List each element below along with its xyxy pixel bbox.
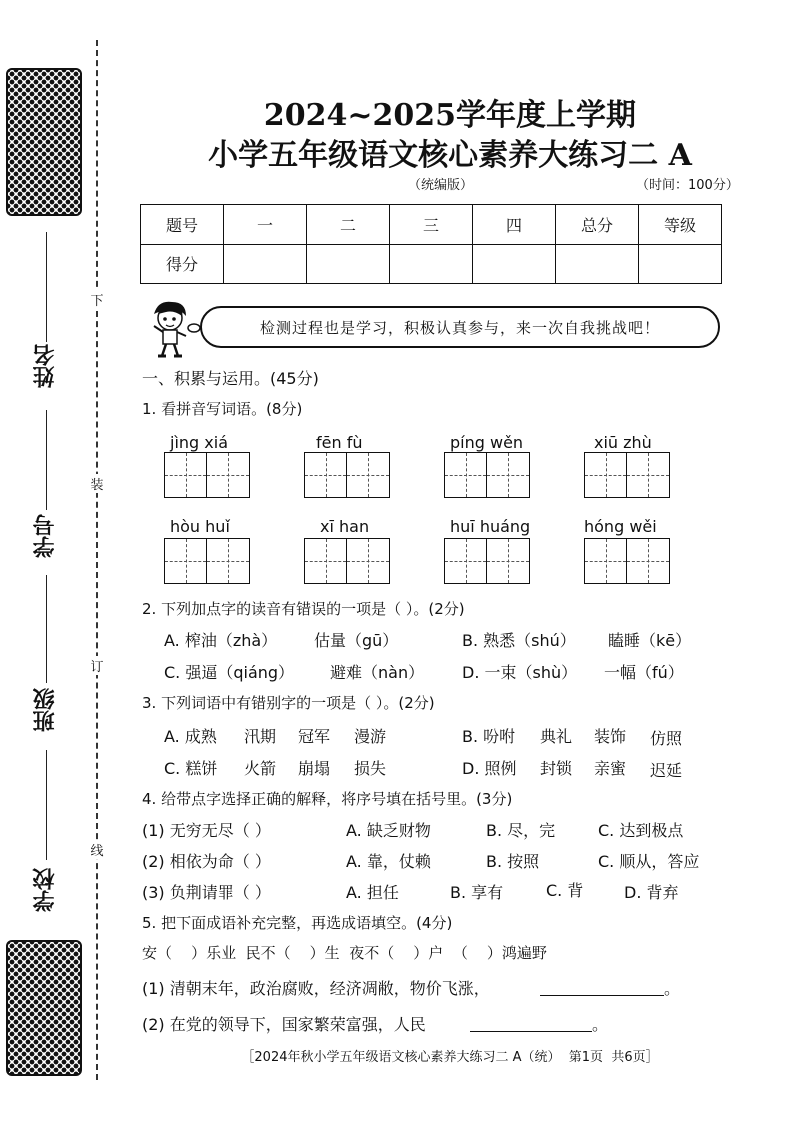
option-text: A. 榨油（zhà） (164, 631, 278, 650)
score-cell[interactable] (307, 244, 390, 284)
answer-blank-1[interactable] (540, 978, 664, 996)
writing-grid[interactable] (304, 538, 390, 584)
writing-grid[interactable] (444, 538, 530, 584)
score-row-label: 得分 (141, 244, 224, 284)
pinyin-label: jìng xiá (170, 433, 228, 452)
score-cell[interactable] (556, 244, 639, 284)
option-text: 崩塌 (298, 759, 331, 778)
option-text: B. 吩咐 (462, 727, 516, 746)
writing-grid[interactable] (444, 452, 530, 498)
score-header: 一 (224, 205, 307, 245)
option-text: A. 成熟 (164, 727, 217, 746)
option-text: B. 按照 (486, 852, 540, 871)
score-header: 二 (307, 205, 390, 245)
class-line (46, 575, 47, 683)
option-text: 亲蜜 (594, 759, 627, 778)
option-text: D. 一束（shù） (462, 663, 578, 682)
cut-line (96, 40, 98, 1080)
pinyin-label: fēn fù (316, 433, 363, 452)
option-text: A. 缺乏财物 (346, 821, 431, 840)
option-text: C. 强逼（qiáng） (164, 663, 295, 682)
score-cell[interactable] (390, 244, 473, 284)
option-text: 典礼 (540, 727, 573, 746)
option-text: D. 背弃 (624, 883, 679, 902)
score-table (140, 204, 722, 284)
option-text: 封锁 (540, 759, 573, 778)
writing-grid[interactable] (304, 452, 390, 498)
score-cell[interactable] (473, 244, 556, 284)
sentence-2: (2) 在党的领导下，国家繁荣富强，人民 (142, 1015, 426, 1034)
option-text: 冠军 (298, 727, 331, 746)
question-2-title: 2. 下列加点字的读音有错误的一项是（ ）。(2分) (142, 600, 465, 618)
option-text: A. 担任 (346, 883, 399, 902)
name-label: 姓名 (33, 344, 58, 388)
question-5-title: 5. 把下面成语补充完整，再选成语填空。(4分) (142, 914, 453, 932)
option-text: B. 享有 (450, 883, 504, 902)
score-header: 四 (473, 205, 556, 245)
cut-label-3: 订 (89, 656, 105, 675)
option-text: C. 背 (546, 881, 584, 900)
exam-title-line2: 小学五年级语文核心素养大练习二 A (208, 138, 692, 173)
class-label: 班级 (33, 688, 58, 732)
time-label: （时间：100分） (636, 178, 739, 193)
score-header: 题号 (141, 205, 224, 245)
id-line (46, 410, 47, 510)
section-title: 一、积累与运用。(45分) (142, 369, 319, 388)
question-1-title: 1. 看拼音写词语。(8分) (142, 400, 303, 418)
cut-label-4: 线 (89, 840, 105, 859)
option-text: A. 靠，仗赖 (346, 852, 431, 871)
writing-grid[interactable] (584, 538, 670, 584)
sentence-1: (1) 清朝末年，政治腐败，经济凋敝，物价飞涨， (142, 979, 490, 998)
option-text: 火箭 (244, 759, 277, 778)
idiom-blanks: 安（ ）乐业 民不（ ）生 夜不（ ）户 （ ）鸿遍野 (142, 944, 547, 962)
school-label: 学校 (33, 868, 58, 912)
score-header: 三 (390, 205, 473, 245)
pinyin-label: huī huáng (450, 517, 531, 536)
exam-title-line1: 2024~2025学年度上学期 (263, 98, 637, 133)
school-line (46, 750, 47, 860)
question-4-title: 4. 给带点字选择正确的解释，将序号填在括号里。(3分) (142, 790, 513, 808)
page-footer: ［2024年秋小学五年级语文核心素养大练习二 A（统） 第1页 共6页］ (241, 1050, 659, 1065)
option-text: B. 尽，完 (486, 821, 556, 840)
answer-blank-2[interactable] (470, 1014, 592, 1032)
writing-grid[interactable] (164, 452, 250, 498)
option-text: 损失 (354, 759, 387, 778)
option-text: B. 熟悉（shú） (462, 631, 576, 650)
option-text: D. 照例 (462, 759, 517, 778)
sentence-1-end: 。 (664, 979, 681, 998)
decorative-pattern-bottom (6, 940, 82, 1076)
score-cell[interactable] (639, 244, 722, 284)
option-text: (3) 负荆请罪（ ） (142, 883, 271, 902)
writing-grid[interactable] (584, 452, 670, 498)
score-header: 等级 (639, 205, 722, 245)
decorative-pattern-top (6, 68, 82, 216)
writing-grid[interactable] (164, 538, 250, 584)
option-text: C. 达到极点 (598, 821, 684, 840)
score-header: 总分 (556, 205, 639, 245)
option-text: (2) 相依为命（ ） (142, 852, 271, 871)
score-cell[interactable] (224, 244, 307, 284)
question-3-title: 3. 下列词语中有错别字的一项是（ ）。(2分) (142, 694, 435, 712)
name-line (46, 232, 47, 342)
option-text: 仿照 (650, 729, 683, 748)
sentence-2-end: 。 (592, 1015, 609, 1034)
encouragement-bubble: 检测过程也是学习，积极认真参与，来一次自我挑战吧！ (200, 306, 720, 348)
id-label: 学号 (33, 514, 58, 558)
option-text: 迟延 (650, 761, 683, 780)
cut-label-1: 下 (89, 290, 105, 309)
pinyin-label: hóng wěi (584, 517, 657, 536)
option-text: 汛期 (244, 727, 277, 746)
pinyin-label: xiū zhù (594, 433, 652, 452)
edition-label: （统编版） (408, 178, 474, 193)
option-text: (1) 无穷无尽（ ） (142, 821, 271, 840)
option-text: C. 顺从，答应 (598, 852, 700, 871)
pinyin-label: xī han (320, 517, 370, 536)
pinyin-label: hòu huǐ (170, 517, 230, 536)
pinyin-label: píng wěn (450, 433, 524, 452)
option-text: 漫游 (354, 727, 387, 746)
option-text: 估量（gū） (314, 631, 399, 650)
option-text: C. 糕饼 (164, 759, 218, 778)
option-text: 避难（nàn） (330, 663, 425, 682)
option-text: 瞌睡（kē） (608, 631, 692, 650)
option-text: 一幅（fú） (604, 663, 684, 682)
option-text: 装饰 (594, 727, 627, 746)
cut-label-2: 装 (89, 474, 105, 493)
